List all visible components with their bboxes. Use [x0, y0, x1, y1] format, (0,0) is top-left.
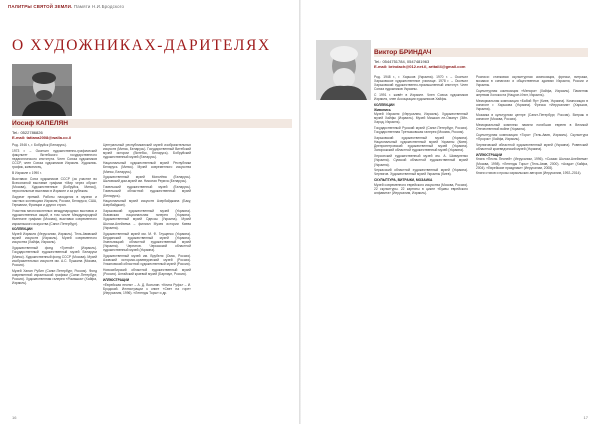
paragraph: «Еврейская песня» – А. Д. Вольпин. «Книга Руфь» – И. Бродский. Иллюстрации к книге «Свет на горе» (Иерусалим, 1996). «Легенды Торы» и др. [103, 282, 191, 295]
paragraph: Художественный музей Могилёва (Беларусь). Шкловский дом-музей им. Николая Рериха (Беларусь). [103, 175, 191, 184]
paragraph: Музей Израиля (Иерусалим, Израиль). Тель-Авивский музей искусств (Израиль). Музей современного искусства (Хайфа, Израиль). [12, 232, 97, 245]
artist-portrait-kapelyan [12, 64, 72, 116]
paragraph: Скульптурная композиция «Тора» (Тель-Авив, Израиль). Скульптура «Пророк» (Хайфа, Израиль). [476, 132, 588, 141]
section-heading: ИЛЛЮСТРАЦИИ [103, 277, 130, 282]
paragraph: Херсонский художественный музей им. А. Шовкуненко (Украина). Сумской областной художественный музей (Украина). [374, 154, 468, 167]
artist-phone-left: Tel.: 0522786826 [12, 130, 43, 135]
text-column-right-2 [476, 75, 588, 409]
paragraph: Государственный Русский музей (Санкт-Петербург, Россия). Государственная Третьяковская галерея (Москва, Россия). [374, 126, 468, 135]
artist-portrait-brindach [316, 40, 371, 100]
paragraph: Национальный художественный музей Республики Беларусь (Минск). Музей современного искусства (Минск, Беларусь). [103, 161, 191, 174]
paragraph: Участник многочисленных международных выставок и художественных акций, в том числе Международной бьеннале графики (Москва), выставки современного израильского искусства (Санкт-Петербург). [12, 209, 97, 226]
paragraph: Черкасский областной художественный музей (Украина). Чернигов. Художественный музей Украины (Киев). [374, 168, 468, 177]
paragraph: Центральный республиканский музей изобразительных искусств (Минск, Беларусь). Государственный Витебский музей истории (Витебск, Беларусь). Бобруйский художественный музей (Беларусь). [103, 143, 191, 160]
paragraph: Лауреат премий. Работы находятся в музеях и частных коллекциях Израиля, России, Беларуси, США, Германии, Франции и других стран. [12, 195, 97, 208]
artist-name-brindach: Виктор БРИНДАЧ [374, 49, 432, 56]
artist-phone-right: Tel.: 0544751784, 0547481963 [374, 59, 430, 64]
section-heading: СКУЛЬПТУРА, ВИТРАЖИ, МОЗАИКА [374, 178, 433, 183]
paragraph: Книги стихов и прозы израильских авторов (Иерусалим, 1992–2014). [476, 171, 582, 176]
artist-contact-right [374, 59, 465, 69]
paragraph: Скульптурная композиция «Менора» (Хайфа, Израиль). Памятник жертвам Холокоста (Нацрат-Илит, Израиль). [476, 89, 588, 98]
artist-name-bar-left [12, 119, 292, 128]
artist-contact-left [12, 130, 71, 140]
paragraph: Музей Израиля (Иерусалим, Израиль). Художественный музей Хайфы (Израиль). Музей Мишкан ле-Оманут (Эйн-Харод, Израиль). [374, 112, 468, 125]
artist-email-left[interactable]: E-mail: tatiana2008@walla.co.il [12, 135, 72, 141]
paragraph: Мемориальная композиция «Бабий Яр» (Киев, Украина). Композиция в синагоге г. Харькова (Украина). Фреска «Иерусалим» (Харьков, Украина). [476, 98, 588, 112]
paragraph: Художественный фонд «Третий» (Израиль). Государственный художественный музей Беларуси (Минск). Художественный фонд СССР (Москва). Музей изобразительных искусств им. А.С. Пушкина (Москва, Россия). [12, 246, 97, 267]
paragraph: Художественный музей им. Врубеля (Омск, Россия). Азовский историко-краеведческий музей (Россия). Ульяновский областной художественный музей (Россия). [103, 253, 191, 267]
paragraph: Черниговский областной художественный музей (Украина). Ровенский областной краеведческий музей (Украина). [476, 142, 588, 151]
paragraph: Национальный музей искусств Азербайджана (Баку, Азербайджан). [103, 199, 191, 208]
paragraph: Художественный музей им. М. Ф. Глущенко (Украина). Бердянский художественный музей (Украина). Хмельницкий областной художественный музей (Украина). Чернигов. Черкасский областной художественный музей (Украина). [103, 231, 191, 253]
paragraph: Росписи: станковая скульптурная композиция, фрески, витражи, мозаики в синагогах и общественных зданиях Израиля, России и Украины. [476, 75, 588, 88]
paragraph: 1973 г. – Окончил художественно-графический факультет Витебского государственного педагогического института. Член Союза художников СССР, член Союза художников Израиля. Художник-график, живописец. [12, 148, 97, 170]
paragraph: Музей современного еврейского искусства (Москва, Россия). 22 скульптуры. 22 картины в цикле «Буквы еврейского алфавита» (Иерусалим, Израиль). [374, 182, 468, 196]
paragraph: Мозаика в культурном центре (Санкт-Петербург, Россия). Витраж в синагоге (Москва, Россия). [476, 113, 588, 122]
paragraph: Харьковский художественный музей (Украина). Львовская национальная галерея (Украина). Художественный музей Одессы (Украина). Музей Шолом-Алейхема – филиал Музея истории Киева (Украина). [103, 209, 191, 230]
section-heading: КОЛЛЕКЦИИ [12, 227, 33, 232]
page-number-right: 17 [583, 415, 588, 420]
paragraph: Харьковский художественный музей (Украина). Национальный художественный музей Украины (Киев). Днепропетровский художественный музей (Украина). Запорожский областной художественный музей (Украина). [374, 136, 468, 153]
paragraph: В Израиле с 1990 г. [12, 171, 42, 176]
artist-name-kapelyan: Иосиф КАПЕЛЯН [12, 120, 68, 127]
text-column-right-1 [374, 75, 468, 409]
running-head-title: ПАЛИТРЫ СВЯТОЙ ЗЕМЛИ. [8, 4, 73, 9]
spread-gutter [299, 0, 301, 424]
page-number-left: 16 [12, 415, 17, 420]
paragraph: Мемориальный комплекс памяти погибших евреев в Великой Отечественной войне (Украина). [476, 122, 588, 132]
paragraph: Книга «Песнь Песней» (Иерусалим, 1996). «Сказки Шолом-Алейхема» (Москва, 1998). «Легенды Торы» (Тель-Авив, 2000). «Агада» (Хайфа, 2004). «Еврейские праздники» (Иерусалим, 2008). [476, 157, 588, 170]
text-column-left-2 [103, 143, 191, 409]
portrait-photo-icon [12, 64, 72, 116]
paragraph: Новосибирский областной художественный музей (Россия). Алтайский краевой музей (Барнаул, Россия). [103, 267, 191, 277]
portrait-photo-icon [316, 40, 371, 100]
running-head-subtitle: Памяти Н.И.Бродского [73, 4, 125, 9]
artist-name-bar-right [374, 48, 588, 57]
text-column-left-1 [12, 143, 97, 409]
section-heading: ИЛЛЮСТРАЦИИ [476, 152, 503, 157]
paragraph: Выставки: Союз художников СССР (за участие во Всесоюзной выставке графики «Мир через образ» (Москва), Художественные (Бобруйск, Минск)), персональные выставки в Израиле и за рубежом. [12, 176, 97, 194]
section-heading: КОЛЛЕКЦИИ [374, 103, 395, 108]
paragraph: Род. 1946 г., г. Бобруйск (Беларусь). [12, 143, 67, 147]
running-head [8, 4, 124, 9]
page-title: О ХУДОЖНИКАХ-ДАРИТЕЛЯХ [12, 37, 271, 54]
subsection-heading: Живопись [374, 107, 391, 112]
paragraph: Род. 1948 г., г. Харьков (Украина). 1970 г. – Окончил Харьковское художественное училище. 1978 г. – Окончил Харьковский художественно-промышленный институт. Член Союза художников Украины. [374, 75, 468, 92]
paragraph: С 1991 г. живёт в Израиле. Член Союза художников Израиля, член Ассоциации художников Хайфы. [374, 93, 468, 102]
paragraph: Гомельский художественный музей (Беларусь). Гомельский областной художественный музей (Беларусь). [103, 185, 191, 198]
artist-email-right[interactable]: E-mail: brindach@012.net.il, arttail4@gmail.com [374, 64, 466, 70]
paragraph: Музей Ханан Рубин (Санкт-Петербург, Россия). Фонд современной израильской графики (Санкт-Петербург, Россия). Художественная галерея «Ромашка» (Хайфа, Израиль). [12, 268, 97, 286]
